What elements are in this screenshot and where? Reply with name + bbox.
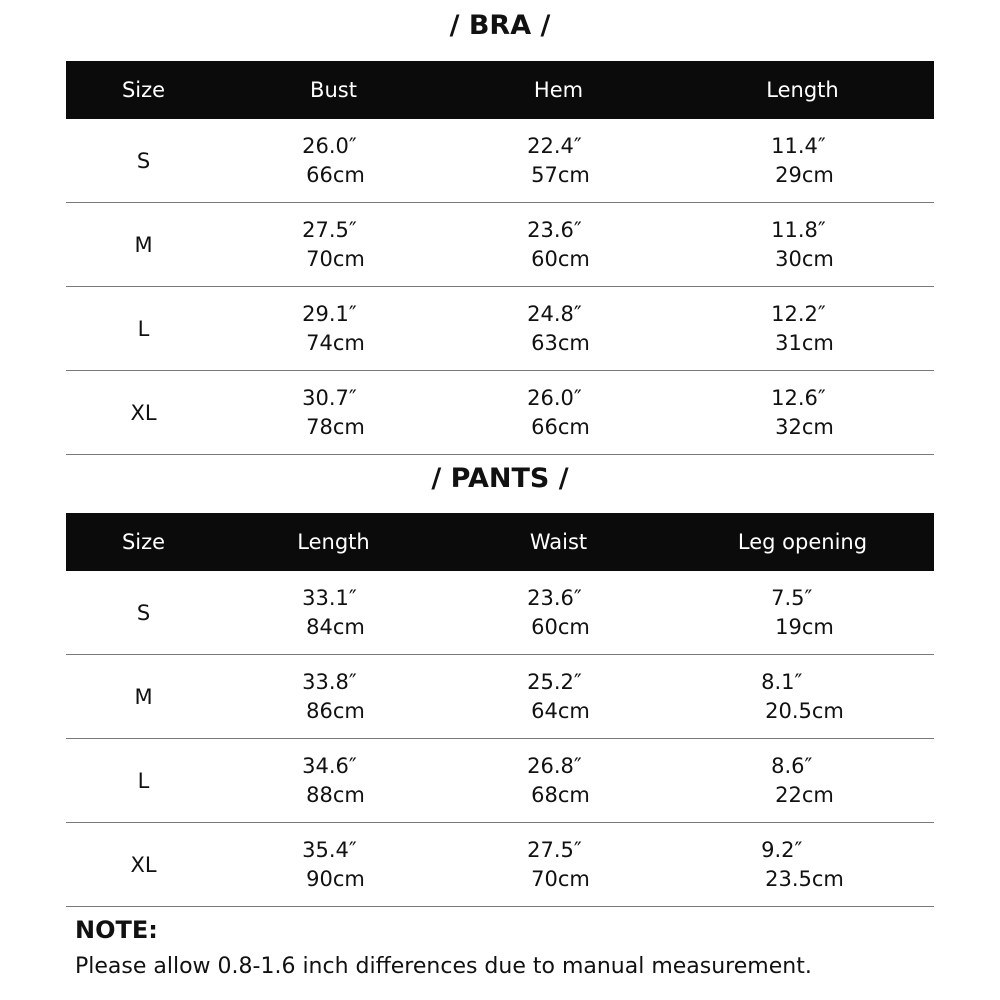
cm-value: 63cm [531,330,590,355]
inch-value: 33.1″ [302,585,357,610]
cm-value: 32cm [775,414,834,439]
size-cell: S [66,571,221,655]
measurement-cell [446,371,671,455]
inch-value: 7.5″ [771,585,813,610]
column-header-waist: Waist [446,513,671,571]
table-row [66,371,934,455]
cm-value: 84cm [306,614,365,639]
inch-value: 26.0″ [527,385,582,410]
inch-value: 23.6″ [527,585,582,610]
measurement-cell [221,823,446,907]
cm-value: 29cm [775,162,834,187]
inch-value: 22.4″ [527,133,582,158]
inch-value: 29.1″ [302,301,357,326]
cm-value: 78cm [306,414,365,439]
pants-size-table [66,513,934,907]
table-row [66,655,934,739]
measurement-cell [221,287,446,371]
size-cell: M [66,203,221,287]
measurement-cell [221,371,446,455]
cm-value: 23.5cm [765,866,844,891]
cm-value: 31cm [775,330,834,355]
measurement-cell [221,739,446,823]
inch-value: 11.4″ [771,133,826,158]
measurement-cell [671,739,934,823]
table-row [66,203,934,287]
column-header-length: Length [671,61,934,119]
inch-value: 34.6″ [302,753,357,778]
measurement-cell [446,655,671,739]
measurement-cell [671,287,934,371]
inch-value: 26.0″ [302,133,357,158]
table-row [66,119,934,203]
cm-value: 64cm [531,698,590,723]
cm-value: 22cm [775,782,834,807]
column-header-size: Size [66,61,221,119]
inch-value: 27.5″ [527,837,582,862]
measurement-cell [221,119,446,203]
cm-value: 86cm [306,698,365,723]
measurement-cell [221,203,446,287]
cm-value: 88cm [306,782,365,807]
table-header-row [66,61,934,119]
inch-value: 27.5″ [302,217,357,242]
table-row [66,823,934,907]
cm-value: 20.5cm [765,698,844,723]
inch-value: 9.2″ [761,837,803,862]
cm-value: 66cm [306,162,365,187]
cm-value: 70cm [531,866,590,891]
inch-value: 24.8″ [527,301,582,326]
table-row [66,571,934,655]
size-cell: M [66,655,221,739]
measurement-cell [671,823,934,907]
measurement-cell [221,655,446,739]
inch-value: 8.1″ [761,669,803,694]
cm-value: 57cm [531,162,590,187]
size-cell: XL [66,823,221,907]
inch-value: 30.7″ [302,385,357,410]
measurement-cell [446,287,671,371]
cm-value: 60cm [531,614,590,639]
measurement-cell [671,119,934,203]
cm-value: 30cm [775,246,834,271]
measurement-cell [671,655,934,739]
column-header-leg-opening: Leg opening [671,513,934,571]
measurement-cell [446,203,671,287]
cm-value: 70cm [306,246,365,271]
column-header-bust: Bust [221,61,446,119]
measurement-cell [446,119,671,203]
inch-value: 12.2″ [771,301,826,326]
measurement-cell [446,823,671,907]
size-cell: S [66,119,221,203]
size-cell: L [66,287,221,371]
cm-value: 19cm [775,614,834,639]
inch-value: 33.8″ [302,669,357,694]
inch-value: 23.6″ [527,217,582,242]
cm-value: 66cm [531,414,590,439]
size-cell: L [66,739,221,823]
column-header-size: Size [66,513,221,571]
inch-value: 8.6″ [771,753,813,778]
table-header-row [66,513,934,571]
column-header-hem: Hem [446,61,671,119]
measurement-cell [671,571,934,655]
cm-value: 74cm [306,330,365,355]
cm-value: 68cm [531,782,590,807]
inch-value: 26.8″ [527,753,582,778]
pants-section-title: / PANTS / [431,463,569,494]
note-text: Please allow 0.8-1.6 inch differences due to manual measurement. [75,954,812,979]
cm-value: 90cm [306,866,365,891]
table-row [66,287,934,371]
measurement-cell [671,203,934,287]
measurement-cell [446,739,671,823]
inch-value: 25.2″ [527,669,582,694]
inch-value: 12.6″ [771,385,826,410]
inch-value: 11.8″ [771,217,826,242]
column-header-length: Length [221,513,446,571]
measurement-cell [221,571,446,655]
cm-value: 60cm [531,246,590,271]
inch-value: 35.4″ [302,837,357,862]
measurement-cell [671,371,934,455]
size-cell: XL [66,371,221,455]
measurement-cell [446,571,671,655]
bra-section-title: / BRA / [449,10,551,41]
bra-size-table [66,61,934,455]
table-row [66,739,934,823]
note-title: NOTE: [75,916,158,944]
